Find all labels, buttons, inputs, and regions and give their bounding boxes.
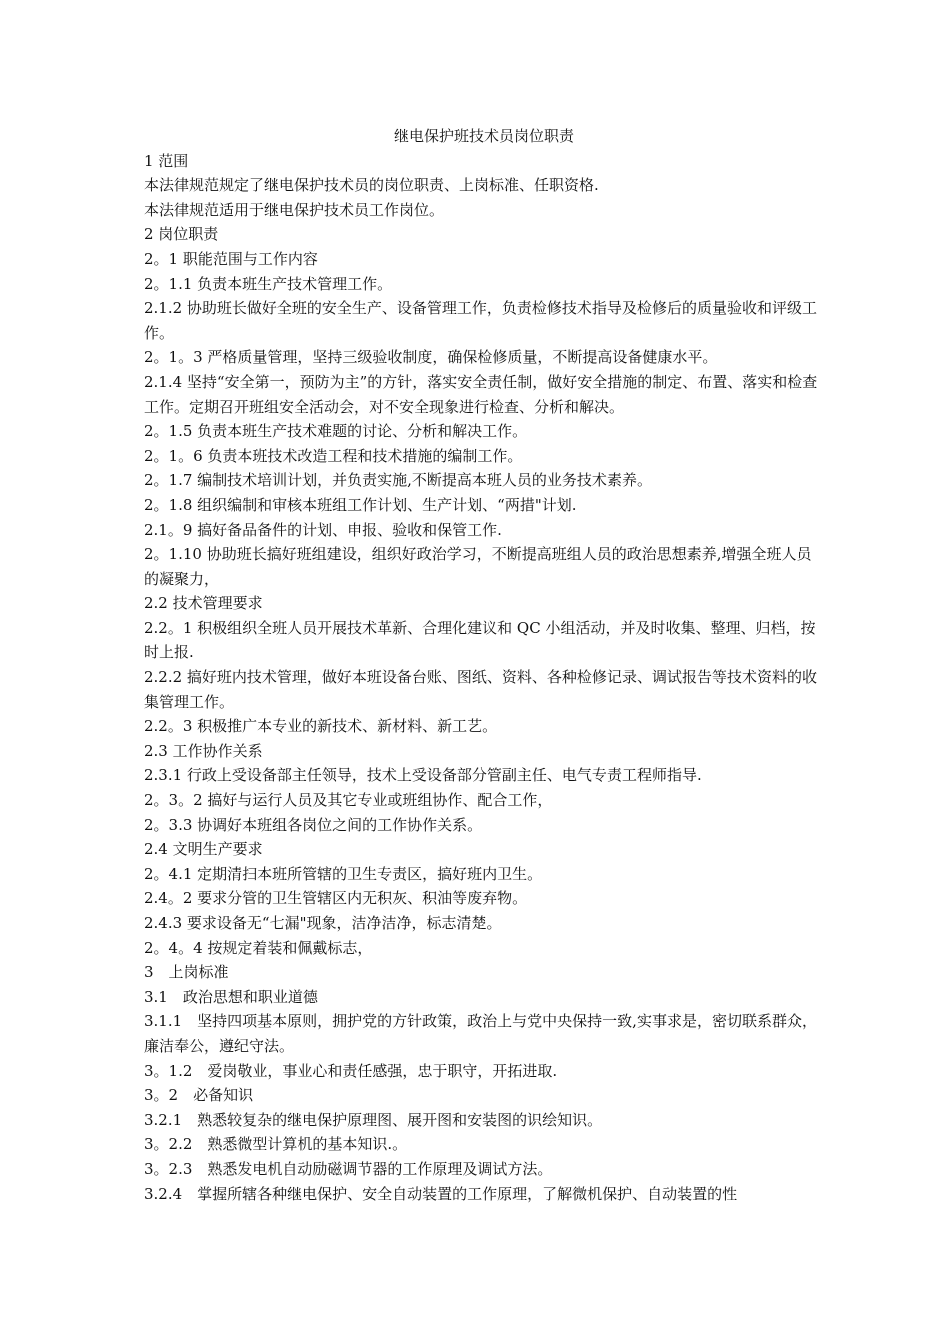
body-line: 2。1 职能范围与工作内容 [144,249,318,268]
body-line: 本法律规范规定了继电保护技术员的岗位职责、上岗标准、任职资格. [144,176,599,195]
body-line: 3.2.1 熟悉较复杂的继电保护原理图、展开图和安装图的识绘知识。 [144,1110,603,1129]
body-line: 3。2 必备知识 [144,1086,254,1105]
body-line: 1 范围 [144,151,189,170]
body-line: 3 上岗标准 [144,963,229,982]
body-line: 3。2.3 熟悉发电机自动励磁调节器的工作原理及调试方法。 [144,1159,553,1178]
body-line: 2.1.4 坚持“安全第一，预防为主”的方针，落实安全责任制，做好安全措施的制定、布置、落实和检查工作。定期召开班组安全活动会，对不安全现象进行检查、分析和解决。 [144,372,818,416]
body-line: 3.1.1 坚持四项基本原则，拥护党的方针政策，政治上与党中央保持一致,实事求是，密切联系群众，廉洁奉公，遵纪守法。 [144,1012,817,1055]
body-line: 2。3.3 协调好本班组各岗位之间的工作协作关系。 [144,815,483,834]
body-line: 3。1.2 爱岗敬业，事业心和责任感强，忠于职守，开拓进取. [144,1061,558,1080]
document-body [144,149,824,1207]
body-line: 2。1。3 严格质量管理，坚持三级验收制度，确保检修质量，不断提高设备健康水平。 [144,348,718,367]
document-title: 继电保护班技术员岗位职责 [393,127,574,145]
body-line: 2 岗位职责 [144,225,219,244]
body-line: 2。1.7 编制技术培训计划，并负责实施,不断提高本班人员的业务技术素养。 [144,471,652,490]
body-line: 3.2.4 掌握所辖各种继电保护、安全自动装置的工作原理，了解微机保护、自动装置的性 [144,1184,738,1203]
body-line: 2。1。6 负责本班技术改造工程和技术措施的编制工作。 [144,446,523,465]
body-line: 2.2 技术管理要求 [144,594,263,613]
body-line: 2.4。2 要求分管的卫生管辖区内无积灰、积油等废弃物。 [144,889,528,908]
body-line: 3。2.2 熟悉微型计算机的基本知识.。 [144,1135,408,1154]
body-line: 2。1.10 协助班长搞好班组建设，组织好政治学习，不断提高班组人员的政治思想素养,增强全班人员的凝聚力， [144,545,812,588]
body-line: 2。3。2 搞好与运行人员及其它专业或班组协作、配合工作， [144,791,553,810]
body-line: 3.1 政治思想和职业道德 [144,987,318,1006]
body-line: 2。1.8 组织编制和审核本班组工作计划、生产计划、“两措"计划. [144,495,577,514]
document-page [144,124,824,1206]
body-line: 2.4.3 要求设备无“七漏"现象，洁净洁净，标志清楚。 [144,914,502,932]
body-line: 2.1.2 协助班长做好全班的安全生产、设备管理工作，负责检修技术指导及检修后的质量验收和评级工作。 [144,299,817,342]
body-line: 2.3 工作协作关系 [144,741,263,760]
body-line: 2。1.1 负责本班生产技术管理工作。 [144,274,393,293]
body-line: 本法律规范适用于继电保护技术员工作岗位。 [144,200,445,219]
body-line: 2.1。9 搞好备品备件的计划、申报、验收和保管工作. [144,520,502,539]
body-line: 2。4.1 定期清扫本班所管辖的卫生专责区，搞好班内卫生。 [144,864,543,883]
body-line: 2.2.2 搞好班内技术管理，做好本班设备台账、图纸、资料、各种检修记录、调试报告等技术资料的收集管理工作。 [144,668,817,711]
body-line: 2.2。3 积极推广本专业的新技术、新材料、新工艺。 [144,717,498,736]
body-line: 2。1.5 负责本班生产技术难题的讨论、分析和解决工作。 [144,422,528,441]
body-line: 2.2。1 积极组织全班人员开展技术革新、合理化建议和 QC 小组活动，并及时收集、整理、归档，按时上报. [144,618,816,662]
body-line: 2。4。4 按规定着装和佩戴标志， [144,938,373,957]
body-line: 2.4 文明生产要求 [144,840,263,859]
body-line: 2.3.1 行政上受设备部主任领导，技术上受设备部分管副主任、电气专责工程师指导. [144,766,702,785]
